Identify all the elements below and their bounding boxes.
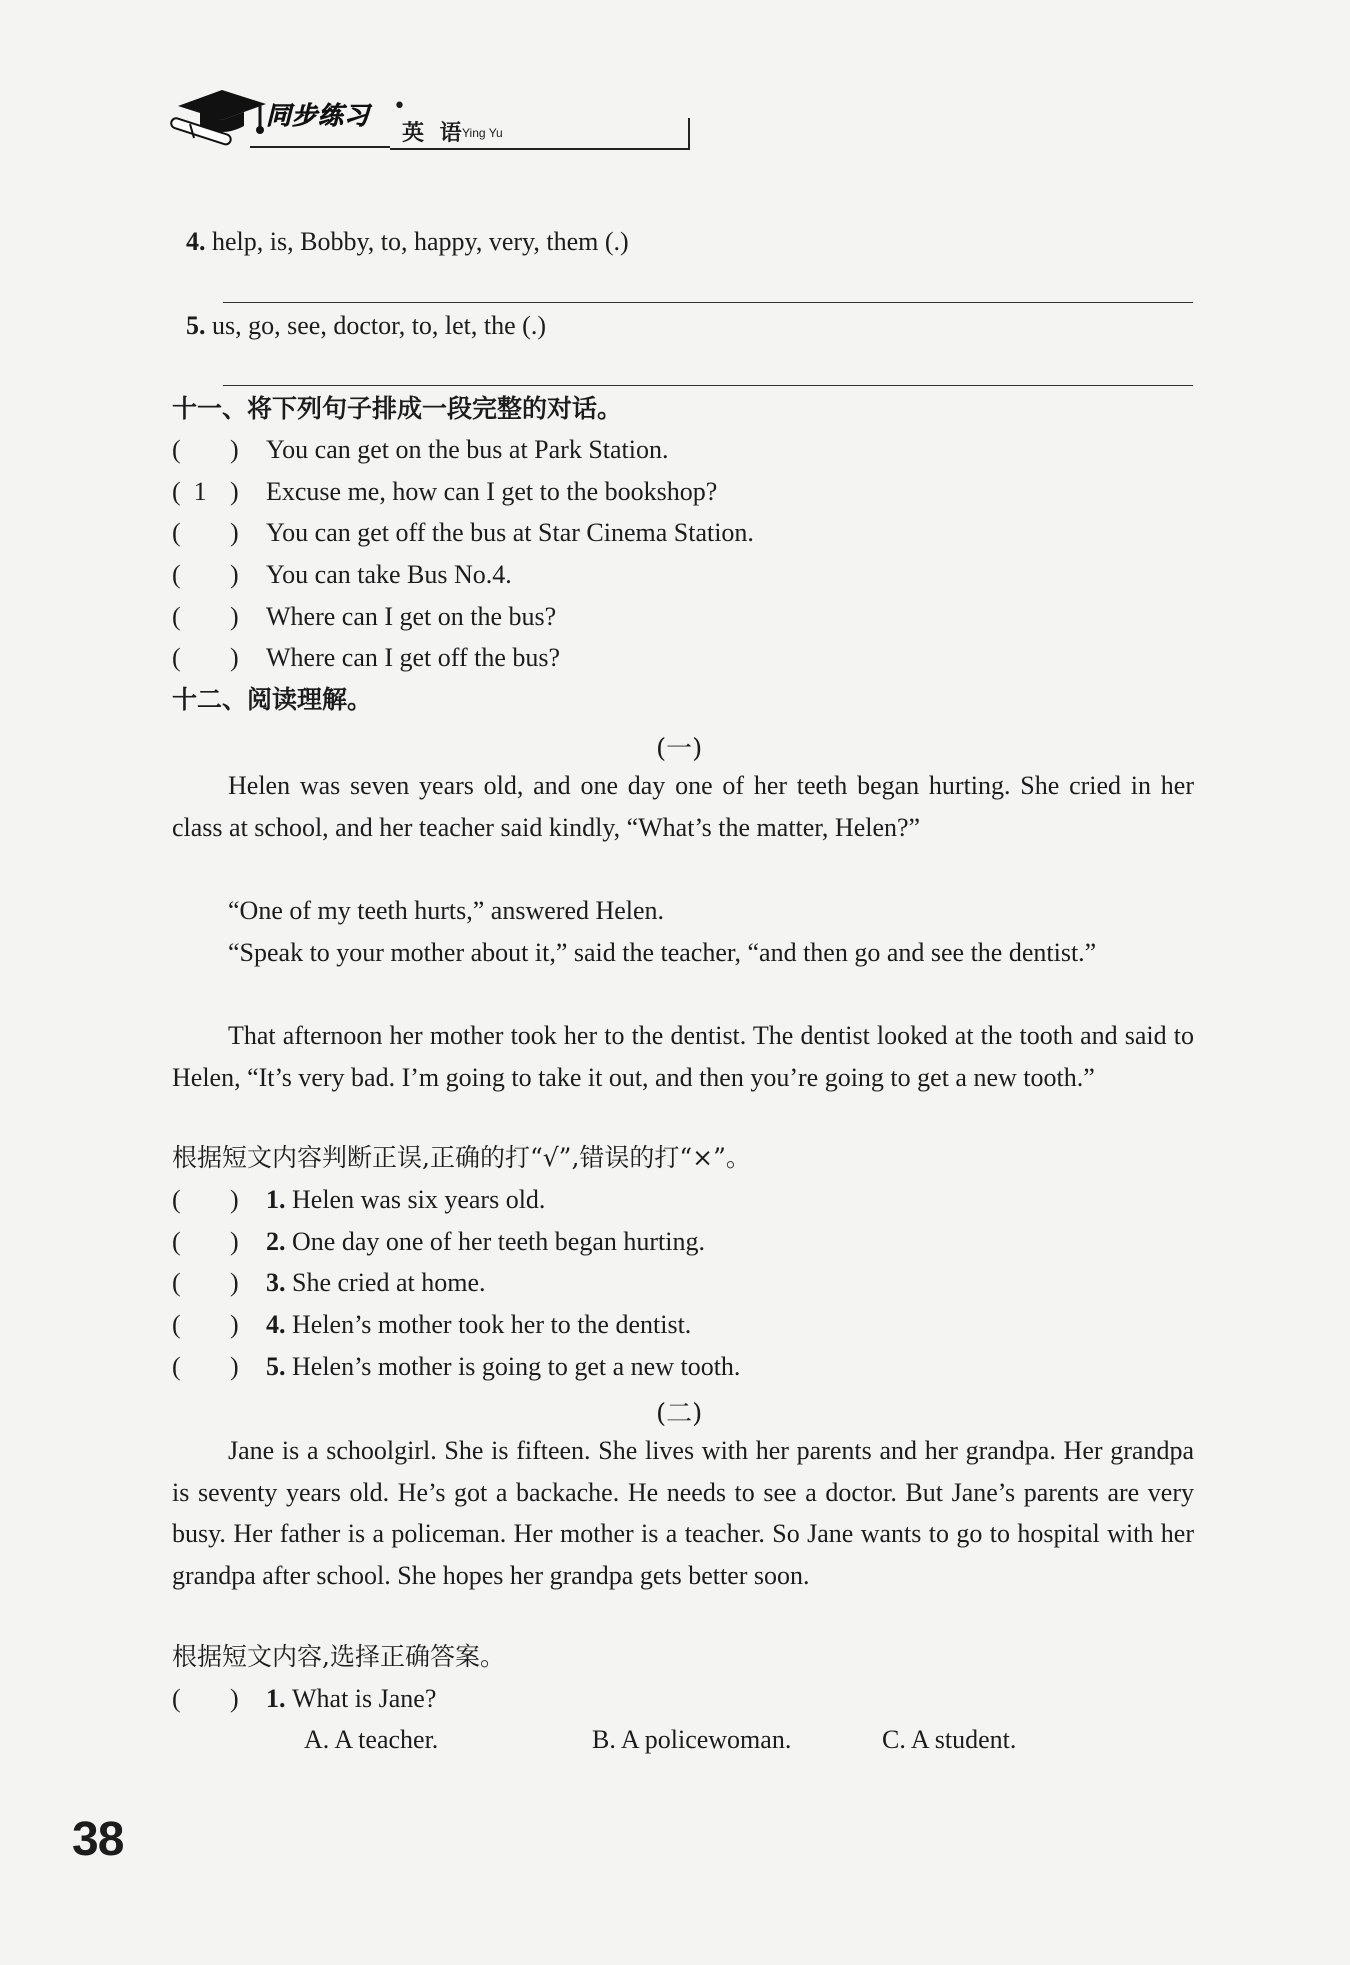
reorder-question-5 [186, 309, 546, 343]
passage-1-paragraph: “One of my teeth hurts,” answered Helen. [228, 896, 665, 925]
series-title: 同步练习 [266, 101, 371, 130]
option-c[interactable]: C. A student. [882, 1725, 1017, 1754]
subject-chinese: 英 语 [402, 121, 466, 146]
passage-1-paragraph: That afternoon her mother took her to the dentist. The dentist looked at the tooth and said to Helen, “It’s very bad. I’m going to take it out, and then you’re going to get a new tooth.” [172, 1021, 1194, 1092]
passage-1-label: (一) [656, 734, 703, 764]
section-11-title: 十一、将下列句子排成一段完整的对话。 [172, 394, 623, 423]
passage-2-label: (二) [656, 1399, 703, 1429]
multiple-choice-question: ( ) 1. What is Jane? [172, 1684, 437, 1713]
reorder-question-4 [186, 225, 629, 259]
true-false-item: ( ) 2. One day one of her teeth began hurting. [172, 1227, 705, 1256]
dialogue-text: You can get on the bus at Park Station. [266, 435, 669, 464]
true-false-item: ( ) 4. Helen’s mother took her to the dentist. [172, 1310, 692, 1339]
subject-pinyin: Ying Yu [462, 126, 503, 140]
question-text: help, is, Bobby, to, happy, very, them (.) [212, 227, 629, 256]
dialogue-text: Where can I get on the bus? [266, 602, 557, 631]
passage-1-paragraph: “Speak to your mother about it,” said the teacher, “and then go and see the dentist.” [228, 938, 1097, 967]
answer-line[interactable] [223, 302, 1193, 303]
dialogue-text: You can take Bus No.4. [266, 560, 512, 589]
option-a[interactable]: A. A teacher. [304, 1725, 439, 1754]
dialogue-item: ( ) Where can I get off the bus? [172, 643, 561, 672]
answer-line[interactable] [223, 385, 1193, 386]
question-number: 4. [186, 227, 206, 256]
graduation-cap-icon [170, 82, 270, 152]
question-text: us, go, see, doctor, to, let, the (.) [212, 311, 546, 340]
dialogue-item: ( ) You can take Bus No.4. [172, 560, 512, 589]
passage-2-paragraph: Jane is a schoolgirl. She is fifteen. She lives with her parents and her grandpa. Her grandpa is seventy years old. He’s got a backache. He needs to see a doctor. But Jane’s parents are very busy. Her father is a policeman. Her mother is a teacher. So Jane wants to go to hospital with her grandpa after school. She hopes her grandpa gets better soon. [172, 1436, 1194, 1590]
dialogue-text: Where can I get off the bus? [266, 643, 561, 672]
header-dot: • [393, 94, 406, 119]
header-rule [250, 146, 390, 148]
true-false-item: ( ) 1. Helen was six years old. [172, 1185, 546, 1214]
page-header [170, 82, 530, 162]
page-number: 38 [72, 1813, 124, 1866]
dialogue-order-mark[interactable]: 1 [193, 477, 207, 506]
option-b[interactable]: B. A policewoman. [592, 1725, 792, 1754]
dialogue-item: ( ) You can get off the bus at Star Cinema Station. [172, 518, 754, 547]
dialogue-item: ( 1 ) Excuse me, how can I get to the bookshop? [172, 477, 718, 506]
question-number: 5. [186, 311, 206, 340]
dialogue-item: ( ) You can get on the bus at Park Station. [172, 435, 669, 464]
dialogue-item: ( ) Where can I get on the bus? [172, 602, 557, 631]
true-false-item: ( ) 5. Helen’s mother is going to get a new tooth. [172, 1352, 741, 1381]
multiple-choice-instruction: 根据短文内容,选择正确答案。 [172, 1642, 505, 1671]
dialogue-text: You can get off the bus at Star Cinema Station. [266, 518, 754, 547]
section-12-title: 十二、阅读理解。 [172, 685, 373, 714]
true-false-item: ( ) 3. She cried at home. [172, 1268, 486, 1297]
dialogue-text: Excuse me, how can I get to the bookshop? [266, 477, 718, 506]
passage-1-paragraph: Helen was seven years old, and one day one of her teeth began hurting. She cried in her class at school, and her teacher said kindly, “What’s the matter, Helen?” [172, 771, 1194, 842]
true-false-instruction: 根据短文内容判断正误,正确的打“√”,错误的打“×”。 [172, 1143, 751, 1172]
